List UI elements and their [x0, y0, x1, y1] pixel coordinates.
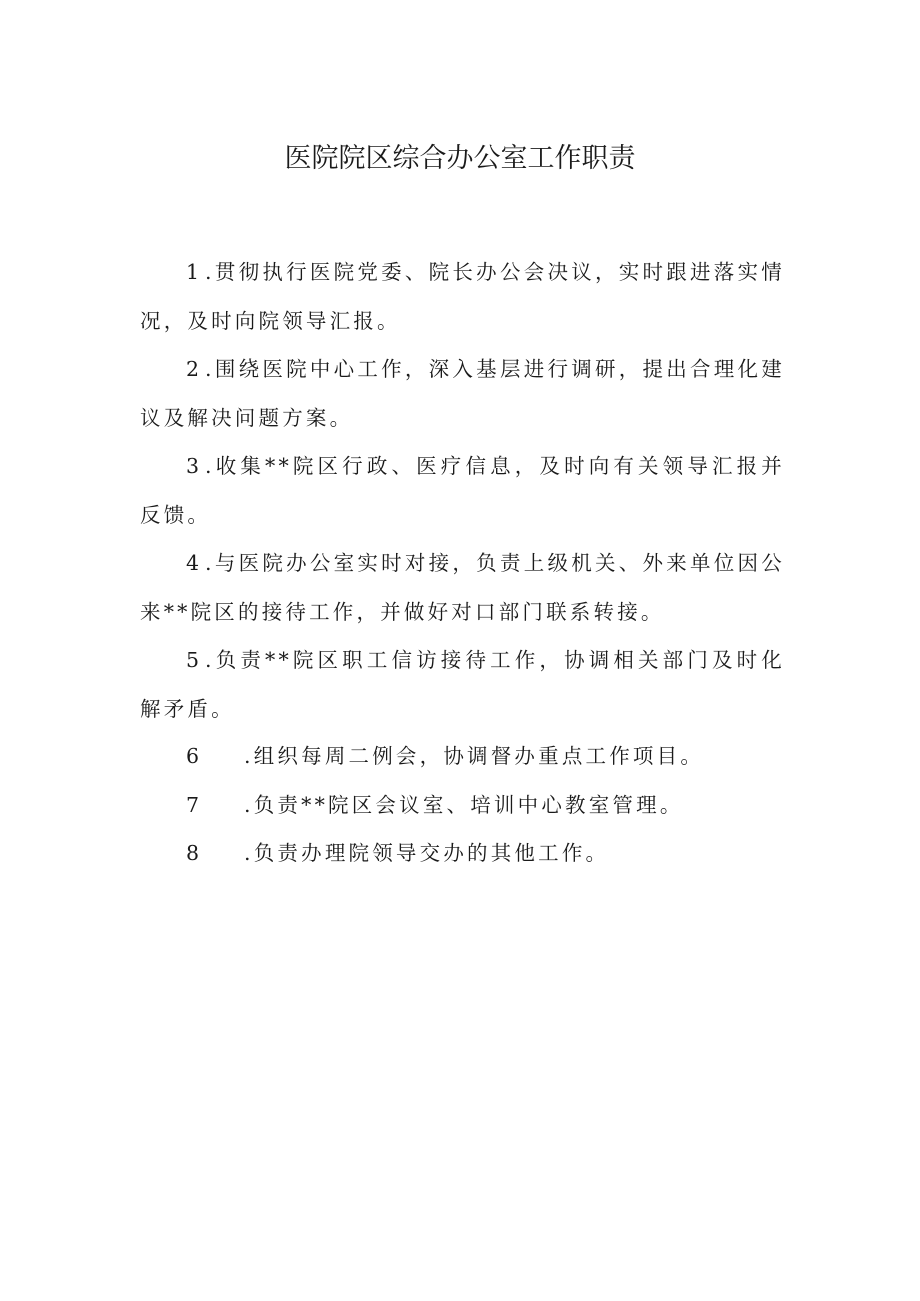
duty-list-short [186, 732, 786, 878]
duty-item-text: .负责**院区会议室、培训中心教室管理。 [244, 792, 684, 817]
duty-item-2 [140, 345, 785, 442]
duty-item-4 [140, 539, 785, 636]
duty-item-text: .收集**院区行政、医疗信息，及时向有关领导汇报并反馈。 [140, 454, 785, 527]
duty-item-text: .与医院办公室实时对接，负责上级机关、外来单位因公来**院区的接待工作，并做好对口部门联系转接。 [140, 551, 785, 624]
duty-item-text: .负责**院区职工信访接待工作，协调相关部门及时化解矛盾。 [140, 648, 785, 721]
duty-item-6 [186, 732, 786, 781]
duty-item-number: 3 [186, 454, 206, 478]
duty-item-number: 4 [186, 551, 206, 575]
duty-item-8 [186, 829, 786, 878]
duty-item-number: 5 [186, 648, 206, 672]
duty-item-text: .围绕医院中心工作，深入基层进行调研，提出合理化建议及解决问题方案。 [140, 357, 785, 430]
duty-item-number: 8 [186, 841, 203, 865]
duty-item-number: 7 [186, 792, 203, 817]
duty-item-text: .组织每周二例会，协调督办重点工作项目。 [244, 744, 705, 768]
duty-item-number: 1 [186, 260, 206, 284]
duty-item-3 [140, 442, 785, 539]
duty-item-text: .负责办理院领导交办的其他工作。 [244, 841, 610, 865]
duty-item-number: 2 [186, 357, 206, 381]
duty-item-7 [186, 781, 786, 830]
duty-item-text: .贯彻执行医院党委、院长办公会决议，实时跟进落实情况，及时向院领导汇报。 [140, 260, 785, 333]
duty-item-1 [140, 248, 785, 345]
duty-list [140, 248, 785, 733]
document-title: 医院院区综合办公室工作职责 [284, 143, 636, 174]
duty-item-number: 6 [186, 744, 203, 768]
duty-item-5 [140, 636, 785, 733]
